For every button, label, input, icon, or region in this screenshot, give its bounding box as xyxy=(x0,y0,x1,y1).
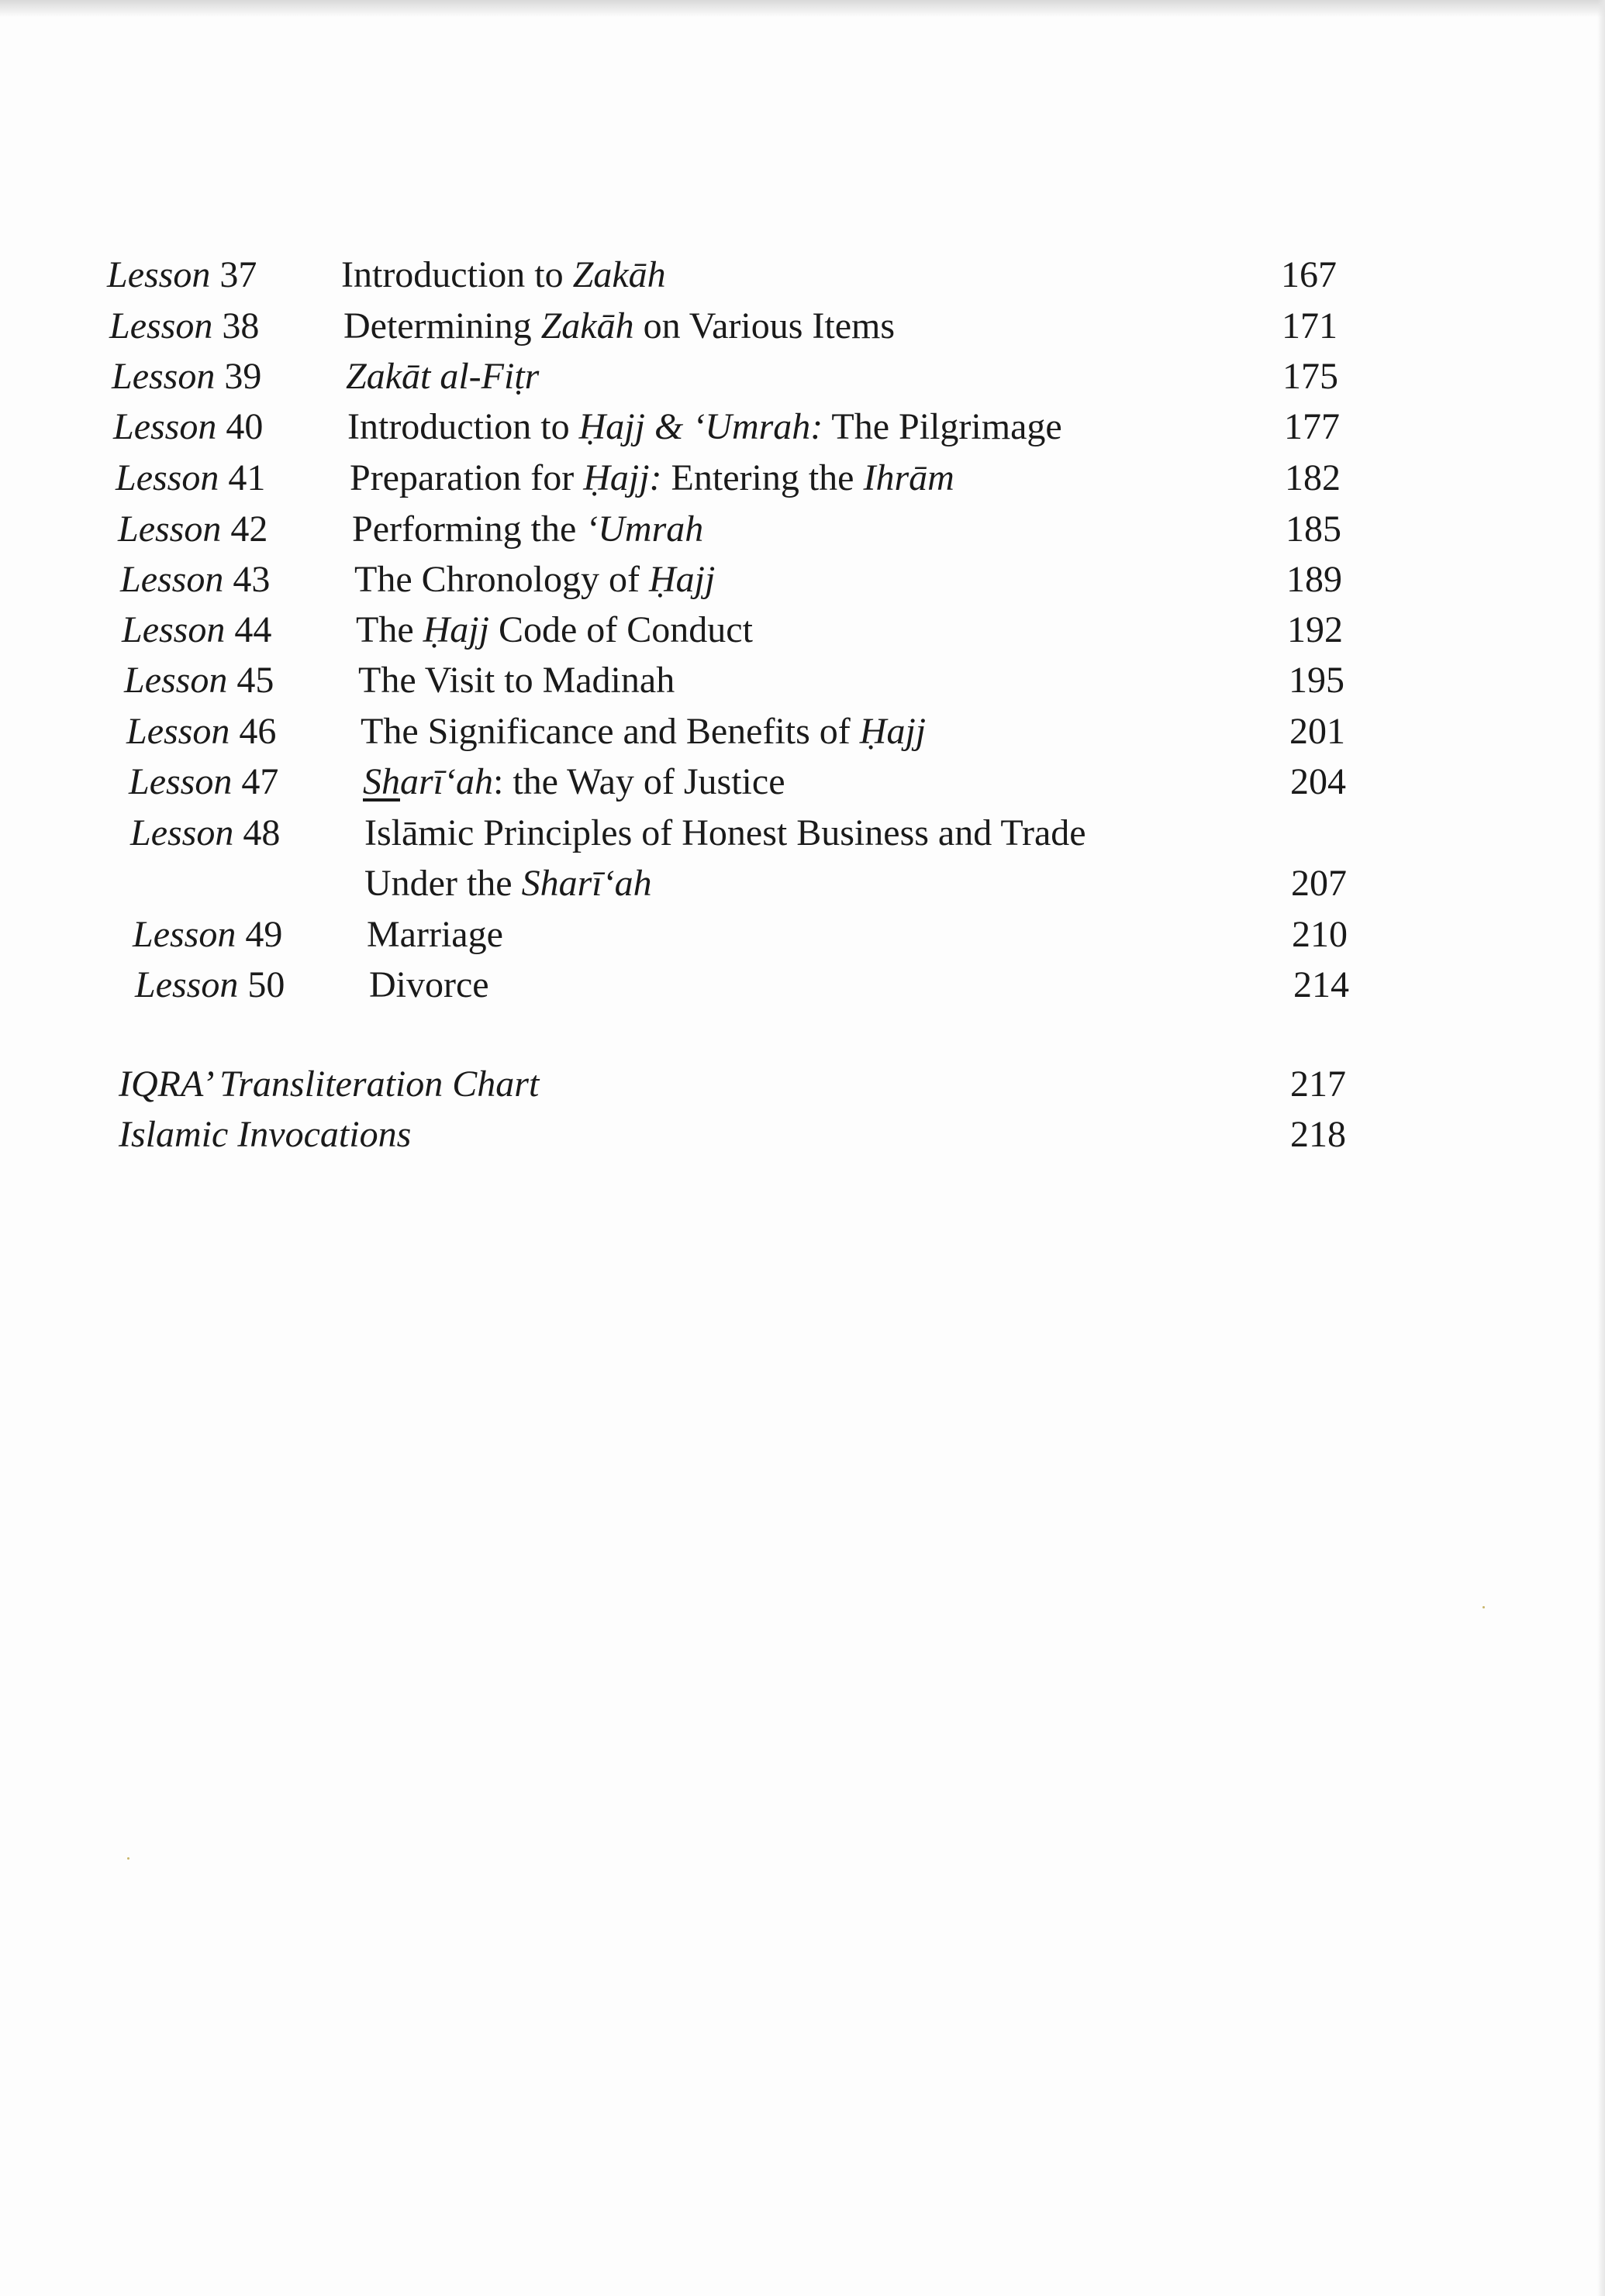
page-number: 204 xyxy=(1290,761,1346,802)
lesson-label xyxy=(109,299,259,353)
lesson-word: Lesson xyxy=(112,356,216,397)
lesson-number: 42 xyxy=(221,508,268,550)
paper-speck xyxy=(1482,1606,1485,1608)
toc-entry xyxy=(112,350,1430,404)
toc-entry xyxy=(113,400,1431,454)
toc-entry xyxy=(129,755,1447,809)
lesson-word: Lesson xyxy=(133,914,236,955)
lesson-title-line2-segment: Sharī‘ah xyxy=(521,863,652,904)
lesson-word: Lesson xyxy=(120,559,224,600)
appendix-entry xyxy=(119,1108,1437,1162)
page-number: 185 xyxy=(1286,508,1341,550)
lesson-title xyxy=(356,603,753,657)
page-number: 175 xyxy=(1282,356,1338,397)
lesson-label xyxy=(124,653,274,708)
lesson-title-segment: The Visit to Madinah xyxy=(358,660,675,701)
page-number: 182 xyxy=(1285,457,1341,498)
lesson-label xyxy=(129,755,278,809)
lesson-title-segment: ‘Umrah xyxy=(585,508,704,550)
lesson-title-segment: Determining xyxy=(343,305,541,346)
lesson-title xyxy=(361,705,926,759)
toc-entry xyxy=(109,299,1427,353)
lesson-title xyxy=(367,908,503,962)
lesson-title-line2-segment: Under the xyxy=(364,863,522,904)
lesson-word: Lesson xyxy=(130,812,234,853)
lesson-title xyxy=(346,350,539,404)
lesson-title-segment: Preparation for xyxy=(350,457,584,498)
lesson-word: Lesson xyxy=(126,711,230,752)
toc-entry xyxy=(135,958,1453,1012)
lesson-title xyxy=(354,553,715,607)
lesson-title xyxy=(350,451,954,505)
page-number: 218 xyxy=(1290,1114,1346,1155)
appendix-title: Islamic Invocations xyxy=(119,1114,412,1155)
lesson-title-segment: Zakāt al-Fiṭr xyxy=(346,356,540,397)
lesson-title-segment: Ḥajj xyxy=(859,711,927,752)
lesson-label xyxy=(133,908,282,962)
lesson-title-segment: Ihrām xyxy=(863,457,954,498)
lesson-number: 46 xyxy=(230,711,277,752)
lesson-label xyxy=(126,705,276,759)
toc-entry xyxy=(124,653,1442,708)
lesson-title-segment: Introduction to xyxy=(341,254,573,295)
lesson-title-segment: Zakāh xyxy=(540,305,634,346)
toc-entry xyxy=(126,705,1444,759)
lesson-title-segment: Zakāh xyxy=(572,254,666,295)
lesson-title-segment: Entering the xyxy=(661,457,864,498)
lesson-title-segment: The xyxy=(356,609,423,650)
page-number: 195 xyxy=(1289,660,1344,701)
page-number: 201 xyxy=(1289,711,1345,752)
lesson-title xyxy=(352,502,703,557)
lesson-number: 45 xyxy=(227,660,274,701)
lesson-title-segment: Ḥajj & ‘Umrah: xyxy=(578,406,823,447)
lesson-number: 40 xyxy=(216,406,264,447)
toc-entry-continuation xyxy=(130,857,1448,911)
page-number: 214 xyxy=(1293,964,1349,1005)
lesson-word: Lesson xyxy=(129,761,233,802)
lesson-word: Lesson xyxy=(107,254,211,295)
toc-entry xyxy=(120,553,1438,607)
lesson-title-segment: The Pilgrimage xyxy=(823,406,1062,447)
lesson-title-segment: arī‘ah xyxy=(400,761,493,802)
lesson-number: 47 xyxy=(232,761,279,802)
toc-entry xyxy=(107,248,1425,302)
page-number: 177 xyxy=(1284,406,1340,447)
lesson-word: Lesson xyxy=(122,609,226,650)
toc-entry xyxy=(133,908,1451,962)
lesson-word: Lesson xyxy=(116,457,219,498)
lesson-label xyxy=(135,958,285,1012)
lesson-word: Lesson xyxy=(113,406,217,447)
lesson-number: 38 xyxy=(212,305,260,346)
lesson-label xyxy=(122,603,271,657)
page-number: 167 xyxy=(1281,254,1337,295)
lesson-word: Lesson xyxy=(124,660,228,701)
paper-speck xyxy=(127,1857,129,1860)
lesson-number: 39 xyxy=(215,356,262,397)
page-number: 217 xyxy=(1290,1064,1346,1105)
lesson-title xyxy=(341,248,666,302)
lesson-title-segment: Ḥajj xyxy=(648,559,716,600)
lesson-label xyxy=(116,451,265,505)
lesson-title-segment: : the Way of Justice xyxy=(493,761,785,802)
lesson-word: Lesson xyxy=(118,508,222,550)
lesson-title xyxy=(343,299,895,353)
lesson-title-segment: Performing the xyxy=(352,508,586,550)
page-number: 210 xyxy=(1292,914,1348,955)
lesson-title-segment: Ḥajj: xyxy=(583,457,662,498)
lesson-title-segment: The Chronology of xyxy=(354,559,649,600)
toc-entry xyxy=(122,603,1440,657)
lesson-number: 44 xyxy=(225,609,272,650)
lesson-title xyxy=(364,806,1086,860)
toc-entry xyxy=(130,806,1448,860)
lesson-title-line2 xyxy=(364,857,652,911)
lesson-title-segment: Sh xyxy=(363,761,400,802)
toc-entry xyxy=(118,502,1436,557)
lesson-title-segment: Marriage xyxy=(367,914,503,955)
lesson-number: 49 xyxy=(236,914,283,955)
page-number: 192 xyxy=(1287,609,1343,650)
toc-entry xyxy=(116,451,1434,505)
lesson-title xyxy=(363,755,785,809)
appendix-title: IQRA’ Transliteration Chart xyxy=(119,1064,540,1105)
lesson-number: 37 xyxy=(210,254,257,295)
lesson-number: 48 xyxy=(233,812,281,853)
lesson-label xyxy=(120,553,270,607)
lesson-title-segment: The Significance and Benefits of xyxy=(361,711,860,752)
page-number: 207 xyxy=(1291,863,1347,904)
lesson-title-segment: Divorce xyxy=(369,964,489,1005)
lesson-label xyxy=(118,502,268,557)
lesson-label xyxy=(112,350,261,404)
lesson-title-segment: on Various Items xyxy=(633,305,896,346)
lesson-number: 50 xyxy=(238,964,285,1005)
lesson-title-segment: Introduction to xyxy=(347,406,579,447)
lesson-label xyxy=(113,400,263,454)
lesson-title-segment: Ḥajj xyxy=(423,609,489,650)
lesson-title-segment: Code of Conduct xyxy=(488,609,753,650)
page-number: 171 xyxy=(1282,305,1338,346)
lesson-title xyxy=(347,400,1062,454)
lesson-title-segment: Islāmic Principles of Honest Business and Trade xyxy=(364,812,1086,853)
lesson-title xyxy=(369,958,489,1012)
lesson-title xyxy=(358,653,675,708)
lesson-number: 41 xyxy=(219,457,266,498)
lesson-word: Lesson xyxy=(109,305,213,346)
lesson-label xyxy=(130,806,280,860)
page-number: 189 xyxy=(1286,559,1342,600)
lesson-label xyxy=(107,248,257,302)
appendix-entry xyxy=(119,1057,1437,1112)
lesson-word: Lesson xyxy=(135,964,239,1005)
lesson-number: 43 xyxy=(223,559,271,600)
